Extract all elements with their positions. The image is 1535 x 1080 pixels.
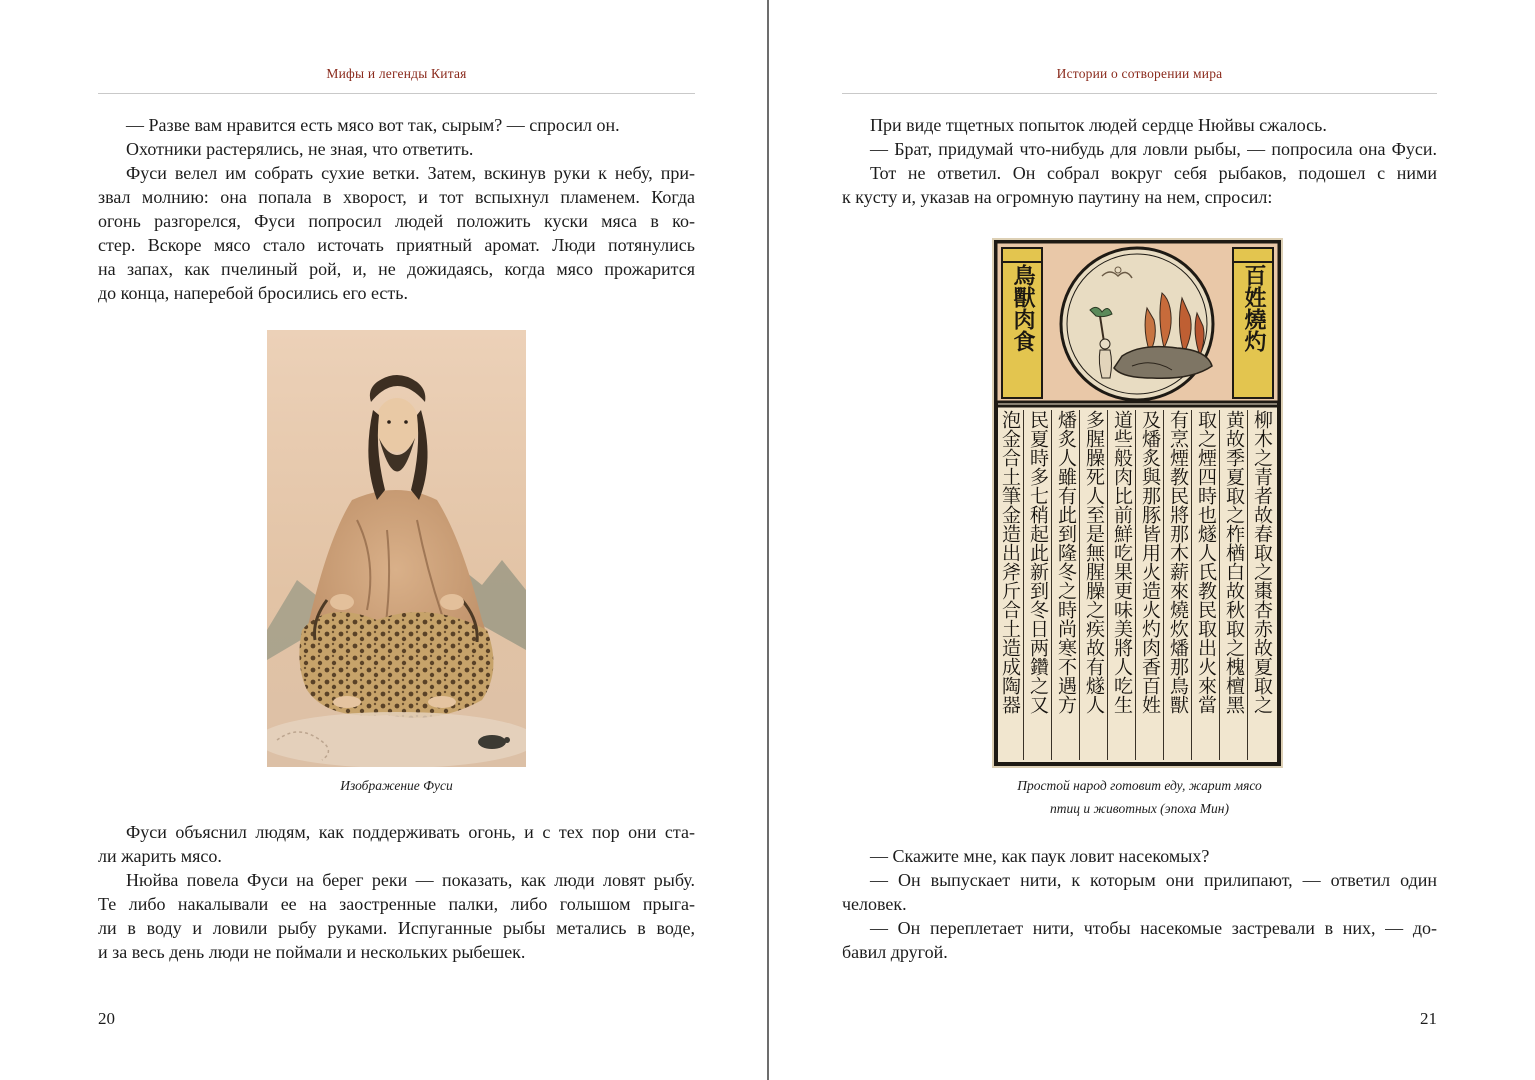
- text-line: — Брат, придумай что-нибудь для ловли рыбы, — попросила она Фуси.: [870, 139, 1437, 159]
- text-line: до конца, наперебой бросились его есть.: [98, 283, 408, 303]
- right-para-2: [842, 137, 1437, 161]
- right-para-4: [842, 844, 1437, 868]
- left-page: [0, 0, 767, 1080]
- woodcut-title-left: 鳥獸肉食: [1010, 264, 1035, 352]
- text-line: к кусту и, указав на огромную паутину на нем, спросил:: [842, 187, 1273, 207]
- text-line: бавил другой.: [842, 942, 948, 962]
- woodcut-title-right: 百姓燒灼: [1241, 264, 1266, 352]
- text-line: Охотники растерялись, не зная, что ответить.: [126, 139, 474, 159]
- text-line: Те либо накалывали ее на заостренные палки, либо голышом прыга-: [98, 894, 695, 914]
- left-para-5: [98, 868, 695, 964]
- fuxi-portrait: [267, 330, 526, 767]
- fuxi-portrait-drawing: [267, 330, 526, 767]
- text-line: огонь разгорелся, Фуси попросил людей положить куски мяса в ко-: [98, 211, 695, 231]
- text-line: звал молнию: она попала в хворост, и тот вспыхнул пламенем. Когда: [98, 187, 695, 207]
- woodcut-column: 民夏時多七稍起此新到冬日两鑽之又: [1023, 410, 1051, 760]
- left-page-number: 20: [98, 1009, 115, 1028]
- woodcut-column: 道些般肉比前鮮吃果更味美將人吃生: [1107, 410, 1135, 760]
- right-para-3: [842, 161, 1437, 209]
- text-line: стер. Вскоре мясо стало источать приятный аромат. Люди потянулись: [98, 235, 695, 255]
- left-running-head: Мифы и легенды Китая: [326, 66, 467, 81]
- text-line: При виде тщетных попыток людей сердце Нюйвы сжалось.: [870, 115, 1327, 135]
- woodcut-column: 多腥臊死人至是無腥臊之疾故有燧人: [1079, 410, 1107, 760]
- woodcut-column: 泡金合土筆金造出斧斤合土造成陶器: [999, 410, 1021, 714]
- text-line: на запах, как пчелиный рой, и, не дожидаясь, когда мясо прожарится: [98, 259, 695, 279]
- text-line: Тот не ответил. Он собрал вокруг себя рыбаков, подошел с ними: [870, 163, 1437, 183]
- text-line: — Он выпускает нити, к которым они прилипают, — ответил один: [870, 870, 1437, 890]
- right-para-6: [842, 916, 1437, 964]
- text-line: — Скажите мне, как паук ловит насекомых?: [870, 846, 1210, 866]
- woodcut-column: 有烹煙教民將那木薪來燒炊燔那鳥獸: [1163, 410, 1191, 760]
- right-para-1: [842, 113, 1437, 137]
- left-para-2: [98, 137, 695, 161]
- caption-line: Простой народ готовит еду, жарит мясо: [1017, 778, 1262, 793]
- right-page-number: 21: [1420, 1009, 1437, 1028]
- text-line: — Разве вам нравится есть мясо вот так, сырым? — спросил он.: [126, 115, 620, 135]
- right-running-head: Истории о сотворении мира: [1056, 66, 1223, 81]
- text-line: Фуси велел им собрать сухие ветки. Затем, вскинув руки к небу, при-: [126, 163, 695, 183]
- woodcut-column: 燔炙人雖有此到隆冬之時尚寒不遇方: [1051, 410, 1079, 760]
- woodcut-column: 取之煙四時也燧人氏教民取出火來當: [1191, 410, 1219, 760]
- left-header-rule: [98, 93, 695, 94]
- right-header-rule: [842, 93, 1437, 94]
- text-line: Фуси объяснил людям, как поддерживать огонь, и с тех пор они ста-: [126, 822, 695, 842]
- woodcut-text-block: [1000, 410, 1275, 760]
- right-page: [769, 0, 1535, 1080]
- right-figure-caption: [942, 774, 1337, 820]
- woodcut-column: 黄故季夏取之柞楢白故秋取之槐檀黑: [1219, 410, 1247, 760]
- left-para-1: [98, 113, 695, 137]
- text-line: Нюйва повела Фуси на берег реки — показать, как люди ловят рыбу.: [126, 870, 695, 890]
- caption-line: птиц и животных (эпоха Мин): [1049, 801, 1229, 816]
- text-line: ли в воду и ловили рыбу руками. Испуганные рыбы метались в воде,: [98, 918, 695, 938]
- text-line: и за весь день люди не поймали и нескольких рыбешек.: [98, 942, 526, 962]
- left-para-4: [98, 820, 695, 868]
- left-figure-caption: Изображение Фуси: [340, 778, 453, 793]
- text-line: — Он переплетает нити, чтобы насекомые застревали в них, — до-: [870, 918, 1437, 938]
- text-line: ли жарить мясо.: [98, 846, 222, 866]
- woodcut-column: 柳木之青者故春取之棗杏赤故夏取之: [1247, 410, 1275, 760]
- left-para-3: [98, 161, 695, 305]
- text-line: человек.: [842, 894, 907, 914]
- right-para-5: [842, 868, 1437, 916]
- ming-woodcut: [992, 238, 1283, 768]
- woodcut-column: 及燔炙與那豚皆用火造火灼肉香百姓: [1135, 410, 1163, 760]
